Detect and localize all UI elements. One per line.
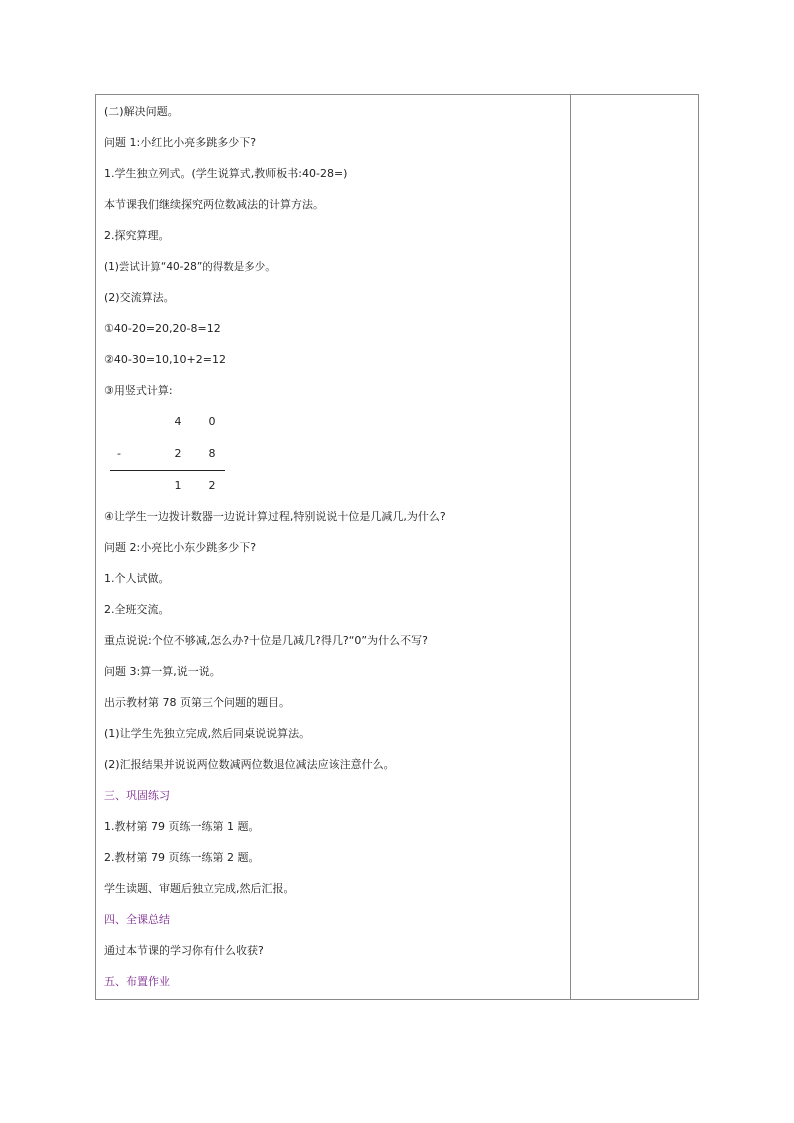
section-heading: (二)解决问题。 — [104, 105, 179, 118]
vertical-result-ones: 2 — [208, 479, 216, 492]
text-line: 通过本节课的学习你有什么收获? — [104, 944, 264, 957]
text-line: 本节课我们继续探究两位数减法的计算方法。 — [104, 198, 324, 211]
vertical-result-tens: 1 — [174, 479, 182, 492]
text-line: 2.探究算理。 — [104, 229, 170, 242]
section-heading-practice: 三、巩固练习 — [104, 789, 170, 802]
vertical-minus-sign: - — [117, 447, 121, 460]
text-line: ③用竖式计算: — [104, 384, 173, 397]
text-line: 2.教材第 79 页练一练第 2 题。 — [104, 851, 260, 864]
vertical-mid-ones: 8 — [208, 447, 216, 460]
vertical-top-tens: 4 — [174, 415, 182, 428]
section-heading-homework: 五、布置作业 — [104, 975, 170, 988]
text-line: 1.教材第 79 页练一练第 1 题。 — [104, 820, 260, 833]
vertical-rule — [110, 470, 225, 471]
text-line: 1.个人试做。 — [104, 572, 170, 585]
question-3: 问题 3:算一算,说一说。 — [104, 665, 221, 678]
text-line: (1)让学生先独立完成,然后同桌说说算法。 — [104, 727, 311, 740]
column-divider — [570, 95, 571, 999]
text-line: (1)尝试计算“40-28”的得数是多少。 — [104, 261, 276, 273]
text-line: (2)汇报结果并说说两位数减两位数退位减法应该注意什么。 — [104, 758, 395, 771]
text-line: 1.学生独立列式。(学生说算式,教师板书:40-28=) — [104, 167, 348, 180]
text-line: 重点说说:个位不够减,怎么办?十位是几减几?得几?“0”为什么不写? — [104, 634, 428, 647]
section-heading-summary: 四、全课总结 — [104, 913, 170, 926]
text-line: ②40-30=10,10+2=12 — [104, 353, 226, 366]
text-line: ①40-20=20,20-8=12 — [104, 322, 221, 335]
vertical-top-ones: 0 — [208, 415, 216, 428]
text-line: 2.全班交流。 — [104, 603, 170, 616]
text-line: ④让学生一边拨计数器一边说计算过程,特别说说十位是几减几,为什么? — [104, 510, 446, 523]
lesson-table — [95, 94, 699, 1000]
vertical-mid-tens: 2 — [174, 447, 182, 460]
question-2: 问题 2:小亮比小东少跳多少下? — [104, 541, 257, 554]
text-line: 学生读题、审题后独立完成,然后汇报。 — [104, 882, 295, 895]
text-line: 出示教材第 78 页第三个问题的题目。 — [104, 696, 290, 709]
text-line: (2)交流算法。 — [104, 291, 175, 304]
question-1: 问题 1:小红比小亮多跳多少下? — [104, 136, 257, 149]
